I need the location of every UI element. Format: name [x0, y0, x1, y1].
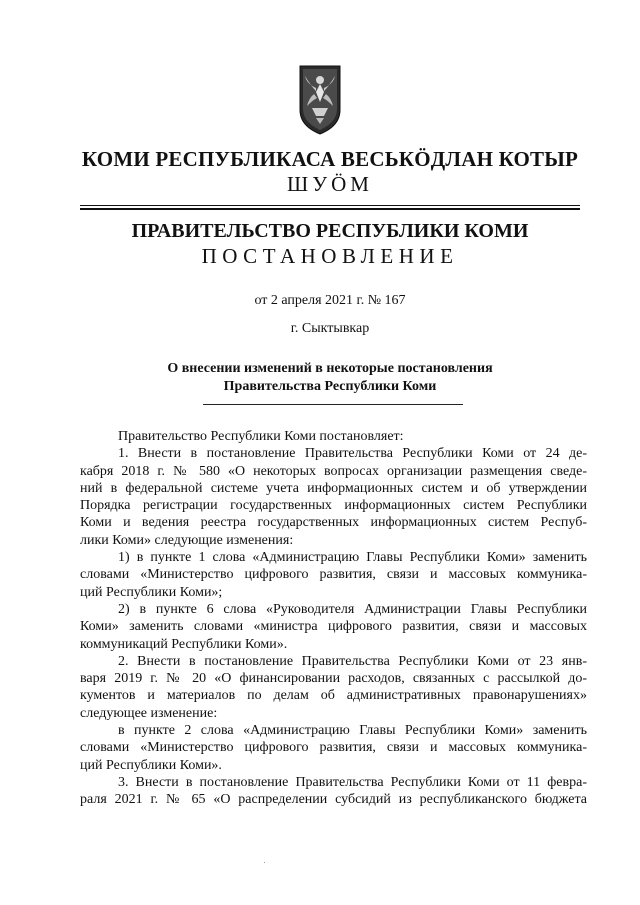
- decree-subject: [80, 360, 580, 396]
- body-line: 1. Внести в постановление Правительства Республики Коми от 24 де-: [118, 446, 587, 462]
- body-line: кументов и материалов по делам об административных правонарушениях»: [80, 688, 587, 704]
- body-line: лики Коми» следующие изменения:: [80, 532, 294, 548]
- komi-republic-title: КОМИ РЕСПУБЛИКАСА ВЕСЬКӦДЛАН КОТЫР: [81, 147, 579, 171]
- body-line: раля 2021 г. № 65 «О распределении субсидий из республиканского бюджета: [80, 792, 587, 808]
- body-line: 2. Внести в постановление Правительства Республики Коми от 23 янв-: [118, 653, 587, 669]
- scan-speck: [264, 862, 265, 863]
- body-line: ний в федеральной системе учета информационных систем и об утверждении: [80, 480, 587, 496]
- body-line: словами «Министерство цифрового развития, связи и массовых коммуника-: [80, 740, 587, 756]
- decree-date: от 2 апреля 2021 г. № 167: [254, 293, 406, 308]
- body-line: в пункте 2 слова «Администрацию Главы Республики Коми» заменить: [118, 723, 587, 739]
- body-line: коммуникаций Республики Коми».: [80, 636, 288, 652]
- subject-line: О внесении изменений в некоторые постановления: [167, 361, 493, 376]
- komi-decree-label: ШУӦМ: [287, 172, 373, 196]
- body-line: Коми» заменить словами «министра цифрового развития, связи и массовых: [80, 619, 587, 635]
- body-line: Порядка регистрации государственных информационных систем Республики: [80, 498, 587, 514]
- body-line: 2) в пункте 6 слова «Руководителя Администрации Главы Республики: [118, 601, 587, 617]
- decree-city: г. Сыктывкар: [290, 321, 370, 336]
- komi-coat-of-arms-icon: [297, 58, 343, 136]
- body-line: 3. Внести в постановление Правительства Республики Коми от 11 февра-: [118, 774, 587, 790]
- body-line: следующее изменение:: [80, 705, 218, 721]
- subject-underline: [203, 404, 463, 405]
- body-line: Правительство Республики Коми постановляет:: [118, 429, 404, 444]
- decree-body: [80, 428, 587, 809]
- header-divider-thick: [80, 208, 580, 210]
- body-line: словами «Министерство цифрового развития, связи и массовых коммуника-: [80, 567, 587, 583]
- header-divider-thin: [80, 205, 580, 206]
- body-line: 1) в пункте 1 слова «Администрацию Главы Республики Коми» заменить: [118, 550, 587, 566]
- government-title: ПРАВИТЕЛЬСТВО РЕСПУБЛИКИ КОМИ: [131, 220, 529, 242]
- body-line: Коми и ведения реестра государственных информационных систем Респуб-: [80, 515, 587, 531]
- subject-line: Правительства Республики Коми: [223, 379, 437, 394]
- decree-label: ПОСТАНОВЛЕНИЕ: [201, 244, 459, 268]
- body-line: ций Республики Коми»;: [80, 584, 223, 600]
- body-line: ций Республики Коми».: [80, 757, 222, 773]
- body-line: варя 2019 г. № 20 «О финансировании расходов, связанных с рассылкой до-: [80, 671, 587, 687]
- body-line: кабря 2018 г. № 580 «О некоторых вопросах организации размещения сведе-: [80, 463, 587, 479]
